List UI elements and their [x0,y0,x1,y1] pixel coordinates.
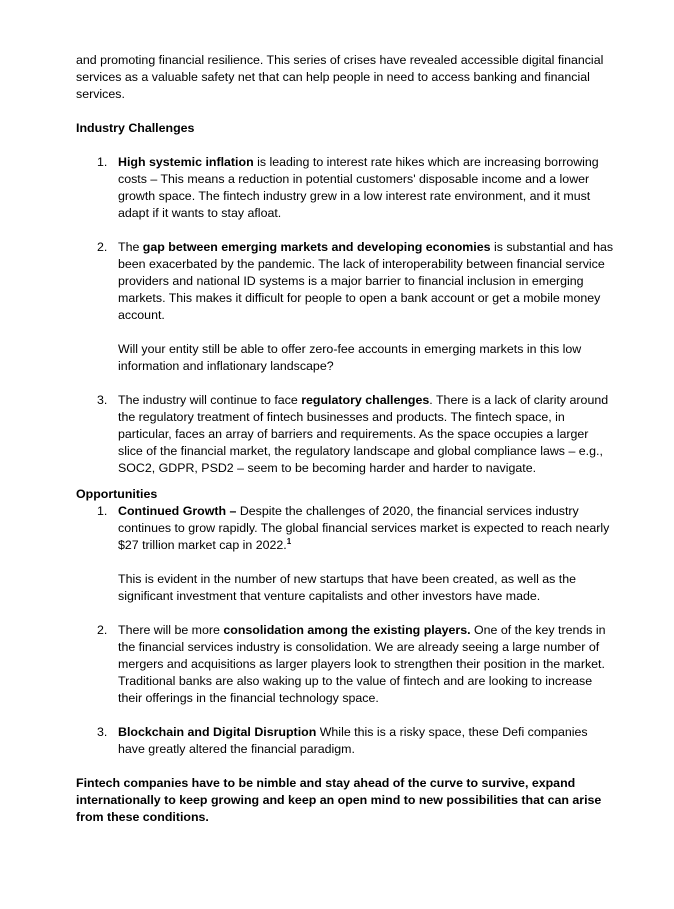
emphasis-text: Continued Growth – [118,504,240,518]
section-heading-challenges: Industry Challenges [76,121,195,135]
list-item-extra-text: This is evident in the number of new startups that have been created, as well as the significant investment that venture capitalists and other investors have made. [118,572,577,603]
document-page [76,52,616,826]
challenges-list [76,154,616,477]
section-heading-opportunities: Opportunities [76,487,158,501]
emphasis-text: Blockchain and Digital Disruption [118,725,317,739]
list-item-text: The industry will continue to face regulatory challenges. There is a lack of clarity around the regulatory treatment of fintech businesses and products. The fintech space, in particular, faces an array of barriers and requirements. As the space occupies a larger slice of the financial market, the regulatory landscape and global compliance laws – e.g., SOC2, GDPR, PSD2 – seem to be becoming harder and harder to navigate. [118,393,609,475]
list-item-text: There will be more consolidation among the existing players. One of the key trends in the financial services industry is consolidation. We are already seeing a large number of mergers and acquisitions as larger players look to strengthen their position in the market. Traditional banks are also waking up to the value of fintech and are looking to increase their offerings in the financial technology space. [118,623,606,705]
list-item [76,724,616,758]
list-item-extra-text: Will your entity still be able to offer zero-fee accounts in emerging markets in this low information and inflationary landscape? [118,342,582,373]
list-item-text: High systemic inflation is leading to interest rate hikes which are increasing borrowing costs – This means a reduction in potential customers' disposable income and a lower growth space. The fintech industry grew in a low interest rate environment, and it must adapt if it wants to stay afloat. [118,155,599,220]
list-item [76,154,616,222]
conclusion-paragraph: Fintech companies have to be nimble and stay ahead of the curve to survive, expand internationally to keep growing and keep an open mind to new possibilities that can arise from these conditions. [76,776,602,824]
list-item [76,622,616,707]
list-number: 1. [97,155,108,169]
list-item [76,503,616,605]
footnote-marker[interactable]: 1 [286,537,292,546]
opportunities-list [76,503,616,758]
list-number: 2. [97,240,108,254]
emphasis-text: gap between emerging markets and developing economies [142,240,491,254]
list-number: 3. [97,393,108,407]
list-item-text: Blockchain and Digital Disruption While this is a risky space, these Defi companies have greatly altered the financial paradigm. [118,725,588,756]
list-item-text: The gap between emerging markets and developing economies is substantial and has been exacerbated by the pandemic. The lack of interoperability between financial service providers and national ID systems is a major barrier to financial inclusion in emerging markets. This makes it difficult for people to open a bank account or get a mobile money account. [118,240,614,322]
list-number: 3. [97,725,108,739]
intro-paragraph: and promoting financial resilience. This series of crises have revealed accessible digital financial services as a valuable safety net that can help people in need to access banking and financial services. [76,53,604,101]
list-number: 2. [97,623,108,637]
list-item [76,392,616,477]
list-number: 1. [97,504,108,518]
emphasis-text: consolidation among the existing players. [223,623,471,637]
emphasis-text: regulatory challenges [301,393,430,407]
list-item [76,239,616,375]
list-item-text: Continued Growth – Despite the challenges of 2020, the financial services industry continues to grow rapidly. The global financial services market is expected to reach nearly $27 trillion market cap in 2022.$^1$ [118,504,610,552]
emphasis-text: High systemic inflation [118,155,254,169]
